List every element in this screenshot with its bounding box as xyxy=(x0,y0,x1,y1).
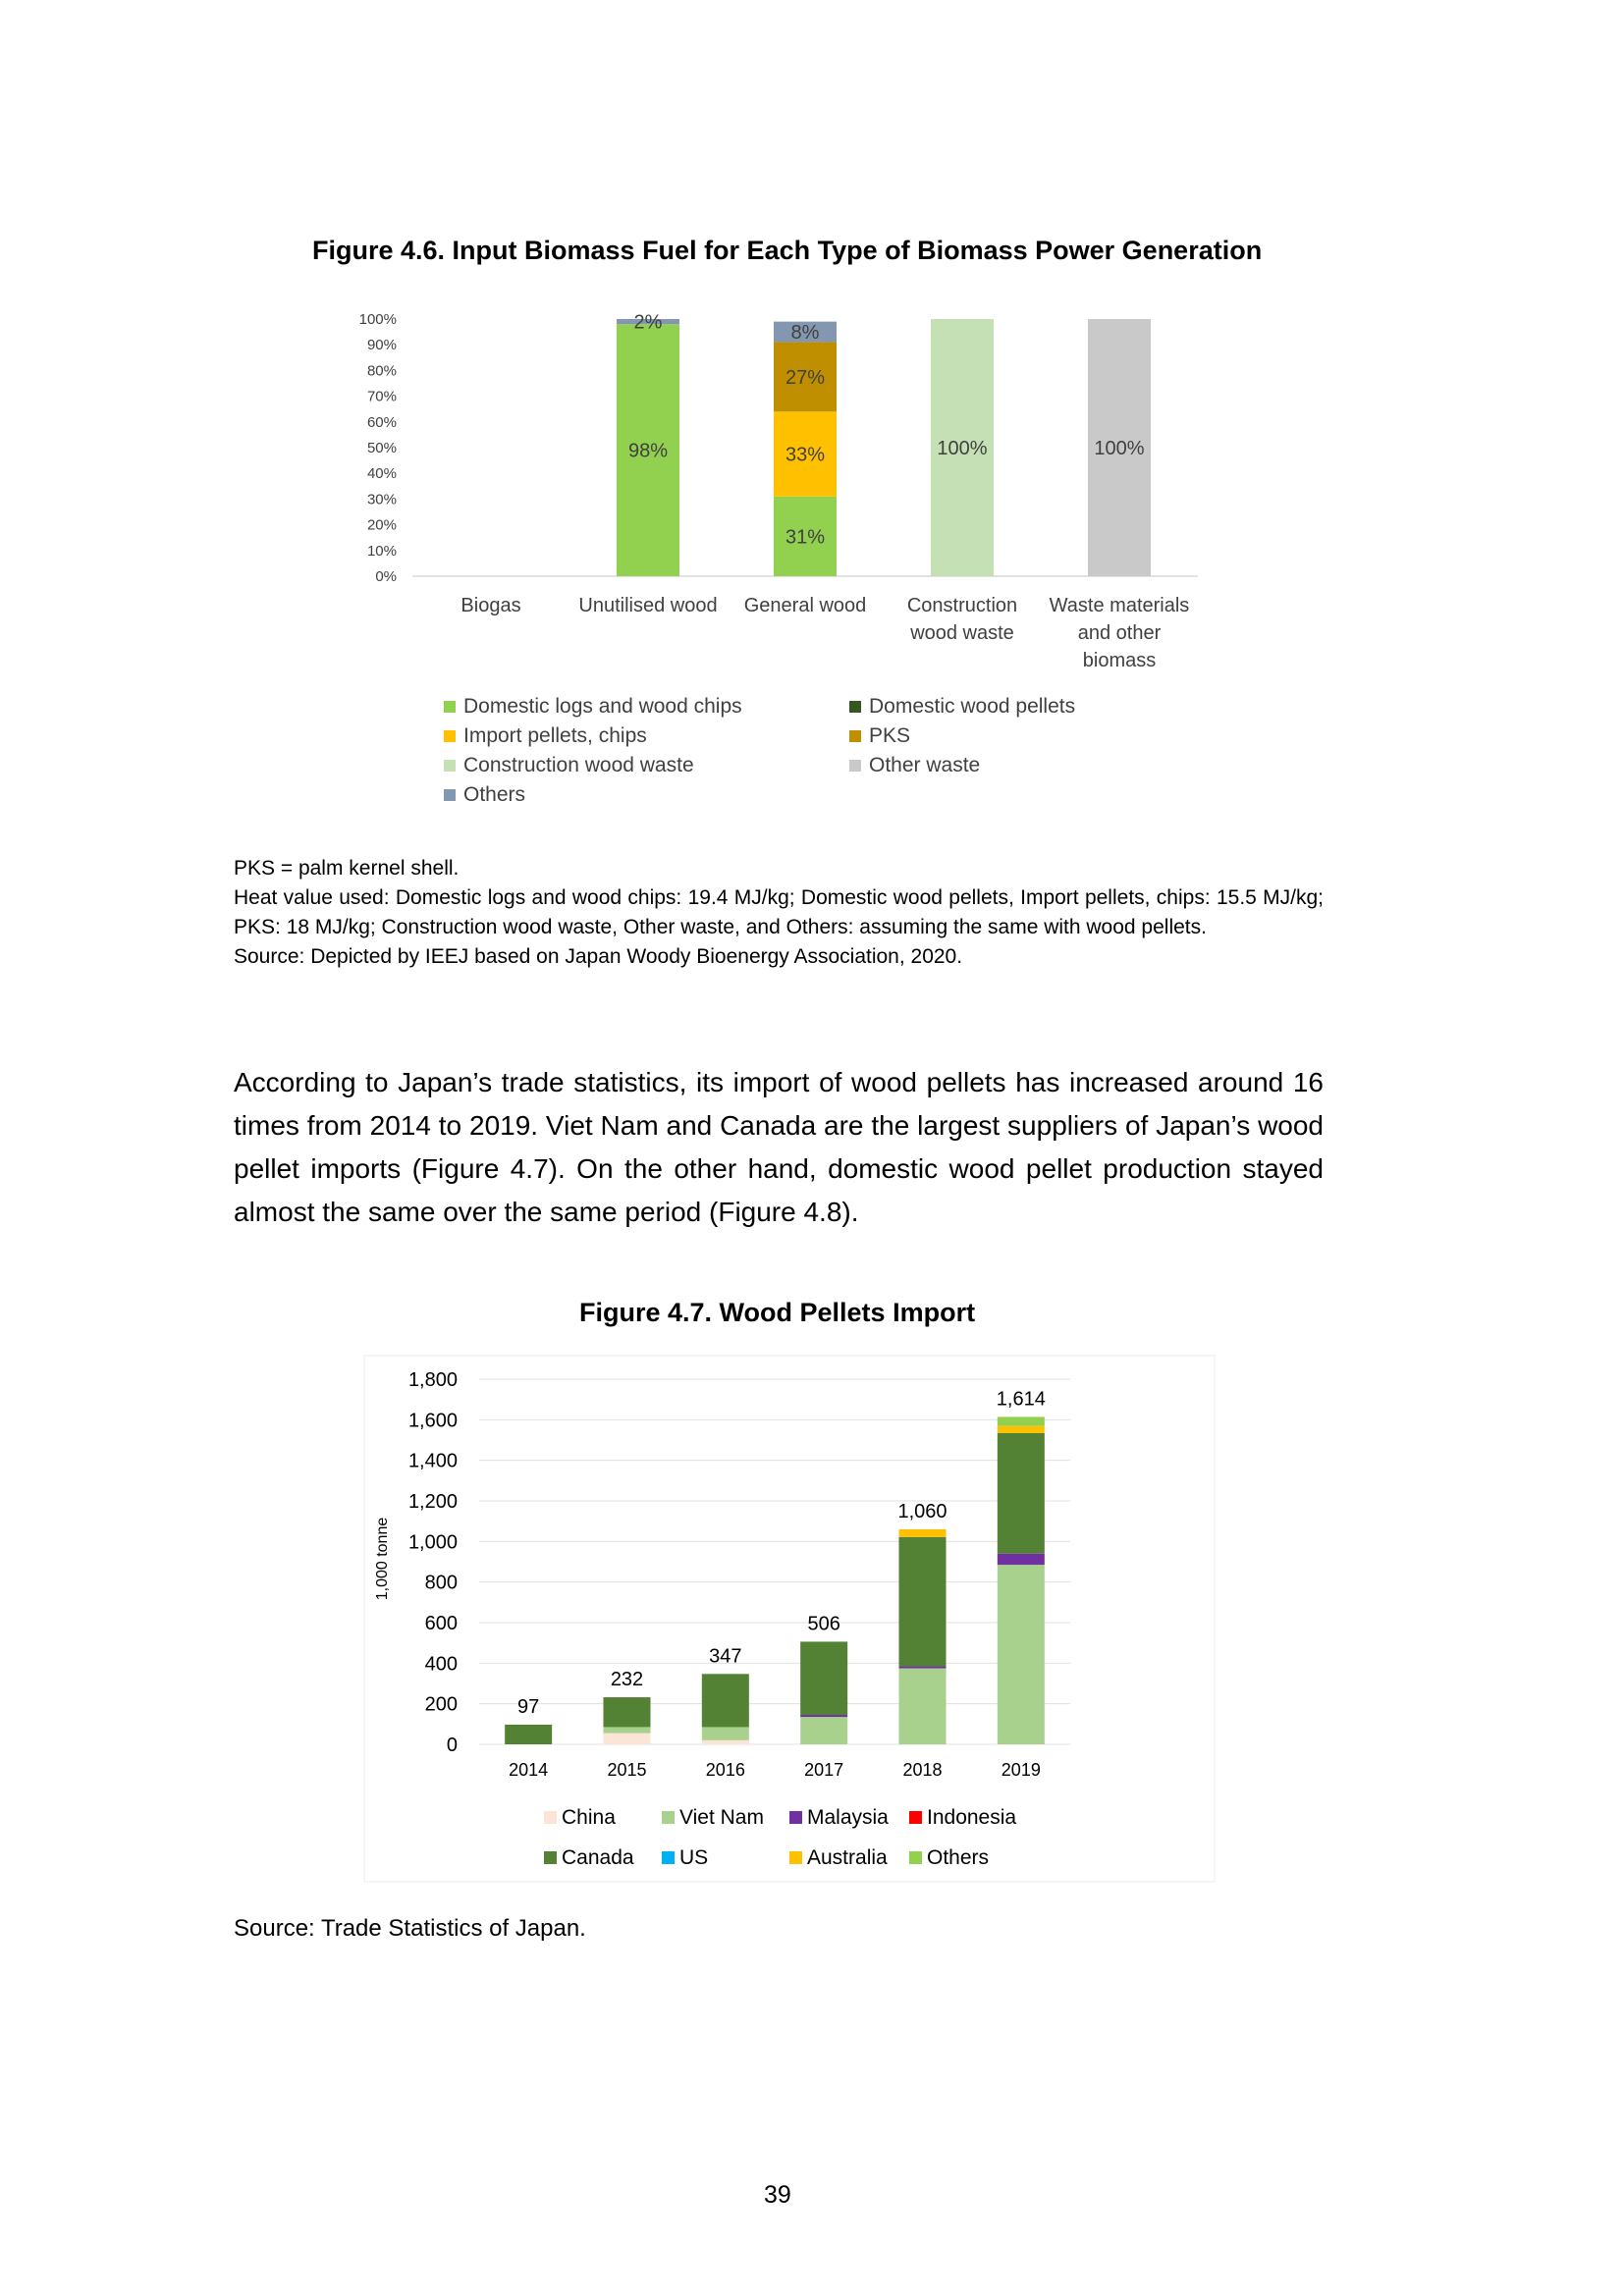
total-label: 506 xyxy=(807,1613,840,1635)
figure-4-6-title: Figure 4.6. Input Biomass Fuel for Each Type of Biomass Power Generation xyxy=(312,236,1263,265)
y-tick-label: 70% xyxy=(366,388,397,405)
figure-4-6-chart xyxy=(334,294,1237,834)
legend-swatch xyxy=(444,789,456,801)
total-label: 1,614 xyxy=(996,1388,1046,1411)
legend-label: China xyxy=(562,1806,616,1829)
category-label: biomass xyxy=(1082,650,1157,671)
category-label: 2014 xyxy=(509,1760,549,1780)
legend-swatch xyxy=(662,1811,675,1824)
y-tick-label: 400 xyxy=(424,1653,458,1676)
y-tick-label: 1,600 xyxy=(407,1410,458,1432)
total-label: 232 xyxy=(610,1669,644,1691)
figure-4-6-source: Source: Depicted by IEEJ based on Japan Woody Bioenergy Association, 2020. xyxy=(234,945,963,968)
bar-segment xyxy=(604,1727,651,1733)
category-label: 2016 xyxy=(705,1760,745,1780)
y-axis-title: 1,000 tonne xyxy=(374,1517,391,1601)
legend-label: Construction wood waste xyxy=(463,754,694,776)
bar-segment xyxy=(998,1554,1045,1565)
category-label: General wood xyxy=(743,595,867,616)
bar-segment xyxy=(998,1426,1045,1433)
data-label: 2% xyxy=(633,311,663,334)
legend-label: Canada xyxy=(562,1846,634,1869)
chart-border xyxy=(364,1356,1215,1882)
bar-segment xyxy=(899,1669,947,1745)
bar-segment xyxy=(998,1416,1045,1425)
data-label: 100% xyxy=(937,438,988,459)
y-tick-label: 600 xyxy=(424,1613,458,1634)
category-label: 2019 xyxy=(1001,1760,1041,1780)
total-label: 97 xyxy=(517,1695,540,1718)
bar-segment xyxy=(998,1433,1045,1554)
legend-label: Import pellets, chips xyxy=(463,724,647,747)
legend-swatch xyxy=(544,1811,557,1824)
bar-segment xyxy=(800,1717,847,1744)
legend-swatch xyxy=(849,701,861,713)
category-label: Construction xyxy=(906,595,1018,616)
y-tick-label: 1,200 xyxy=(407,1491,458,1513)
y-tick-label: 0 xyxy=(446,1735,458,1756)
legend-label: Others xyxy=(927,1846,990,1869)
legend-swatch xyxy=(849,730,861,742)
legend-label: Domestic logs and wood chips xyxy=(463,695,742,718)
figure-4-7-chart xyxy=(363,1355,1218,1885)
category-label: wood waste xyxy=(910,622,1014,644)
bar-segment xyxy=(604,1734,651,1744)
legend-swatch xyxy=(444,701,456,713)
legend-label: Others xyxy=(463,783,526,806)
category-label: 2015 xyxy=(607,1760,647,1780)
data-label: 98% xyxy=(627,440,669,462)
bar-segment xyxy=(899,1537,947,1667)
bar-segment xyxy=(899,1666,947,1668)
y-tick-label: 10% xyxy=(366,542,397,560)
legend-swatch xyxy=(909,1811,922,1824)
bar-segment xyxy=(702,1727,749,1739)
legend-swatch xyxy=(789,1811,802,1824)
bar-segment xyxy=(702,1674,749,1727)
y-tick-label: 90% xyxy=(366,337,397,354)
y-tick-label: 80% xyxy=(366,362,397,380)
data-label: 8% xyxy=(790,322,820,345)
legend-label: Australia xyxy=(807,1846,888,1869)
data-label: 31% xyxy=(785,526,826,549)
y-tick-label: 200 xyxy=(424,1693,458,1716)
legend-label: Domestic wood pellets xyxy=(869,695,1076,718)
data-label: 27% xyxy=(785,366,826,389)
bar-segment xyxy=(998,1565,1045,1744)
bar-segment xyxy=(505,1725,552,1744)
category-label: 2018 xyxy=(902,1760,943,1780)
bar-segment xyxy=(702,1740,749,1744)
y-tick-label: 800 xyxy=(424,1572,458,1594)
pks-note: PKS = palm kernel shell. xyxy=(234,857,460,880)
category-label: Biogas xyxy=(460,595,521,616)
bar-segment xyxy=(800,1641,847,1715)
category-label: 2017 xyxy=(804,1760,844,1780)
y-tick-label: 100% xyxy=(358,311,397,328)
category-label: and other xyxy=(1077,622,1162,644)
y-tick-label: 1,800 xyxy=(407,1369,458,1391)
bar-segment xyxy=(800,1715,847,1717)
total-label: 347 xyxy=(709,1645,742,1668)
data-label: 33% xyxy=(785,444,826,466)
legend-swatch xyxy=(444,760,456,772)
legend-swatch xyxy=(909,1851,922,1864)
page-number: 39 xyxy=(764,2181,791,2209)
body-paragraph: According to Japan’s trade statistics, its import of wood pellets has increased around 16 times from 2014 to 2019. Viet Nam and Canada are the largest suppliers of Japan’s wood pellet imports (Figure 4.7). On the other hand, domestic wood pellet production stayed almost the same over the same period (Figure 4.8). xyxy=(234,1067,1324,1227)
legend-label: Indonesia xyxy=(927,1806,1017,1829)
legend-swatch xyxy=(544,1851,557,1864)
legend-swatch xyxy=(789,1851,802,1864)
legend-swatch xyxy=(444,730,456,742)
data-label: 100% xyxy=(1094,438,1145,459)
y-tick-label: 40% xyxy=(366,465,397,483)
y-tick-label: 1,400 xyxy=(407,1450,458,1472)
legend-label: PKS xyxy=(869,724,911,747)
y-tick-label: 30% xyxy=(366,491,397,508)
y-tick-label: 0% xyxy=(375,568,397,585)
y-tick-label: 20% xyxy=(366,516,397,534)
legend-label: Malaysia xyxy=(807,1806,889,1829)
figure-4-7-source: Source: Trade Statistics of Japan. xyxy=(234,1915,586,1942)
y-tick-label: 50% xyxy=(366,440,397,456)
total-label: 1,060 xyxy=(897,1500,947,1522)
figure-4-7-title: Figure 4.7. Wood Pellets Import xyxy=(579,1298,976,1327)
legend-label: US xyxy=(679,1846,709,1869)
legend-swatch xyxy=(849,760,861,772)
bar-segment xyxy=(604,1697,651,1727)
legend-label: Other waste xyxy=(869,754,981,776)
category-label: Unutilised wood xyxy=(578,595,718,616)
heat-value-note: Heat value used: Domestic logs and wood chips: 19.4 MJ/kg; Domestic wood pellets, Import pellets, chips: 15.5 MJ/kg; PKS: 18 MJ/kg; Construction wood waste, Other waste, and Others: assuming the same with wood pellets. xyxy=(234,886,1324,938)
legend-swatch xyxy=(662,1851,675,1864)
y-tick-label: 60% xyxy=(366,413,397,431)
bar-segment xyxy=(899,1529,947,1537)
y-tick-label: 1,000 xyxy=(407,1531,458,1554)
legend-label: Viet Nam xyxy=(679,1806,764,1829)
category-label: Waste materials xyxy=(1049,595,1190,616)
